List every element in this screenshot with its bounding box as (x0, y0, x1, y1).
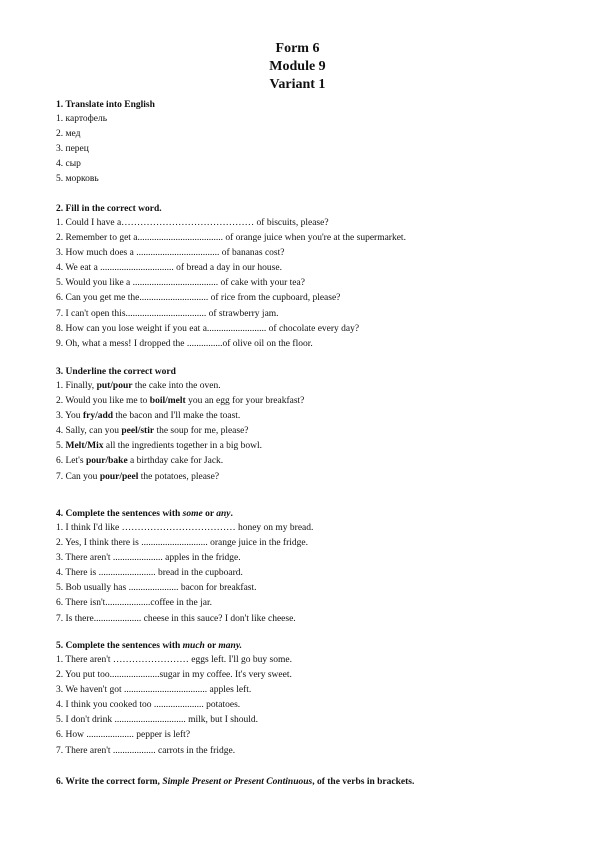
variant-title: Variant 1 (269, 77, 326, 92)
list-item: 1. I think I'd like ……………………………… honey on my bread. (56, 523, 314, 533)
section-heading (56, 508, 556, 521)
list-item: 4. сыр (56, 159, 81, 170)
list-item: 7. Is there.................... cheese in this sauce? I don't like cheese. (56, 613, 296, 624)
list-item (56, 379, 556, 394)
heading-keyword: some (182, 509, 203, 519)
section-heading: 1. Translate into English (56, 100, 155, 110)
item-suffix: the cake into the oven. (132, 381, 221, 391)
list-item (56, 454, 556, 469)
item-prefix: 5. (56, 441, 66, 452)
item-suffix: you an egg for your breakfast? (185, 396, 305, 407)
heading-prefix: 4. Complete the sentences with (56, 509, 183, 519)
heading-keyword: many. (218, 641, 243, 651)
item-suffix: all the ingredients together in a big bowl. (103, 441, 263, 452)
section-much-many (56, 640, 556, 759)
word-choice: Melt/Mix (65, 441, 104, 452)
item-prefix: 2. Would you like me to (56, 396, 150, 407)
list-item: 6. Can you get me the............................. of rice from the cupboard, please? (56, 293, 341, 304)
section-heading (56, 776, 556, 789)
list-item: 2. Yes, I think there is ............................ orange juice in the fridge. (56, 538, 308, 549)
section-verb-forms (56, 776, 556, 789)
list-item: 6. There isn't...................coffee in the jar. (56, 598, 212, 609)
heading-connector: or (202, 509, 217, 519)
item-suffix: the potatoes, please? (138, 471, 220, 482)
word-choice: put/pour (96, 381, 133, 391)
item-prefix: 6. Let's (56, 456, 86, 467)
module-title: Module 9 (269, 59, 326, 74)
form-title: Form 6 (275, 41, 320, 56)
heading-keyword: much (182, 641, 205, 651)
word-choice: boil/melt (149, 396, 186, 407)
list-item (56, 409, 556, 424)
word-choice: pour/peel (99, 471, 139, 482)
heading-prefix: 5. Complete the sentences with (56, 641, 183, 651)
heading-keyword: any (216, 509, 231, 519)
list-item: 5. I don't drink .............................. milk, but I should. (56, 715, 259, 726)
section-some-any (56, 508, 556, 627)
list-item: 6. How .................... pepper is left? (56, 730, 191, 741)
list-item (56, 424, 556, 439)
list-item: 3. How much does a ................................... of bananas cost? (56, 248, 285, 259)
list-item: 4. There is ........................ bread in the cupboard. (56, 568, 243, 579)
heading-prefix: 6. Write the correct form, (56, 777, 163, 787)
list-item: 3. We haven't got ................................... apples left. (56, 685, 252, 696)
list-item: 3. There aren't ..................... apples in the fridge. (56, 553, 241, 564)
list-item (56, 470, 556, 485)
list-item (56, 394, 556, 409)
list-item: 7. I can't open this.................................. of strawberry jam. (56, 308, 279, 319)
list-item: 5. морковь (56, 174, 99, 185)
item-suffix: the soup for me, please? (154, 426, 249, 437)
heading-connector: or (204, 641, 219, 651)
list-item: 2. Remember to get a.................................... of orange juice when you're at the supermarket. (56, 233, 406, 244)
section-heading: 2. Fill in the correct word. (56, 204, 162, 214)
section-underline (56, 366, 556, 485)
heading-suffix: , of the verbs in brackets. (312, 777, 415, 787)
list-item (56, 439, 556, 454)
section-fill-in (56, 203, 556, 352)
list-item: 4. I think you cooked too ..................... potatoes. (56, 700, 241, 711)
list-item: 5. Would you like a .................................... of cake with your tea? (56, 278, 305, 289)
worksheet-title (0, 40, 595, 94)
list-item: 1. Could I have a…………………………………… of biscuits, please? (56, 218, 329, 228)
item-prefix: 7. Can you (56, 471, 100, 482)
word-choice: fry/add (82, 411, 114, 422)
list-item: 7. There aren't .................. carrots in the fridge. (56, 745, 236, 756)
section-translate (56, 99, 556, 187)
list-item: 2. мед (56, 129, 81, 140)
word-choice: peel/stir (121, 426, 155, 437)
item-prefix: 3. You (56, 411, 83, 422)
list-item: 1. картофель (56, 114, 108, 124)
list-item: 9. Oh, what a mess! I dropped the ...............of olive oil on the floor. (56, 338, 313, 349)
section-heading: 3. Underline the correct word (56, 367, 176, 377)
item-suffix: a birthday cake for Jack. (127, 456, 224, 467)
word-choice: pour/bake (85, 456, 128, 467)
section-heading (56, 640, 556, 653)
list-item: 8. How can you lose weight if you eat a......................... of chocolate every day? (56, 323, 360, 334)
list-item: 1. There aren't …………………… eggs left. I'll go buy some. (56, 655, 292, 665)
list-item: 4. We eat a ............................... of bread a day in our house. (56, 263, 282, 274)
item-suffix: the bacon and I'll make the toast. (113, 411, 241, 422)
heading-suffix: . (230, 509, 233, 519)
list-item: 2. You put too.....................sugar in my coffee. It's very sweet. (56, 670, 292, 681)
item-prefix: 1. Finally, (56, 381, 97, 391)
list-item: 5. Bob usually has ..................... bacon for breakfast. (56, 583, 257, 594)
heading-keyword: Simple Present or Present Continuous (162, 777, 313, 787)
item-prefix: 4. Sally, can you (56, 426, 122, 437)
list-item: 3. перец (56, 144, 89, 155)
